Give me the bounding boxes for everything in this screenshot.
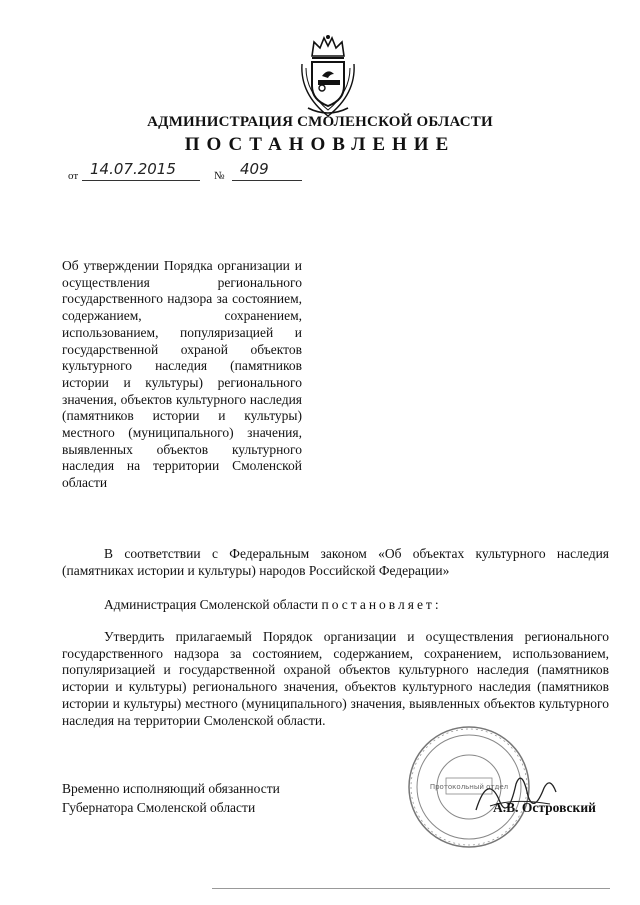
date-label: от bbox=[68, 170, 79, 182]
organization-name: АДМИНИСТРАЦИЯ СМОЛЕНСКОЙ ОБЛАСТИ bbox=[147, 114, 493, 130]
bottom-divider bbox=[212, 888, 610, 889]
document-type-heading: ПОСТАНОВЛЕНИЕ bbox=[184, 134, 456, 155]
signer-position-line-1: Временно исполняющий обязанности bbox=[62, 781, 280, 796]
decree-subject: Об утверждении Порядка организации и осуществления регионального государственного надзора за состоянием, содержанием, сохранением, использованием, популяризацией и государственной охраной объектов культурного наследия (памятников истории и культуры) регионального значения, объектов культурного наследия (памятников истории и культуры) местного (муниципального) значения, выявленных объектов культурного наследия на территории Смоленской области bbox=[62, 258, 302, 491]
coat-of-arms-emblem bbox=[298, 34, 358, 120]
date-value-handwritten: 14.07.2015 bbox=[90, 160, 176, 178]
signer-position-line-2: Губернатора Смоленской области bbox=[62, 800, 256, 815]
resolution-paragraph bbox=[62, 597, 609, 614]
resolution-subject: Администрация Смоленской области bbox=[104, 597, 319, 612]
preamble-paragraph: В соответствии с Федеральным законом «Об объектах культурного наследия (памятниках истории и культуры) народов Российской Федерации» bbox=[62, 546, 609, 578]
signer-name: А.В. Островский bbox=[493, 800, 596, 815]
stamp-text: Протокольный отдел bbox=[429, 783, 509, 791]
number-label: № bbox=[214, 170, 225, 182]
number-value-handwritten: 409 bbox=[240, 160, 269, 178]
approval-paragraph: Утвердить прилагаемый Порядок организации и осуществления регионального государственного надзора за состоянием, содержанием, сохранением, использованием, популяризацией и государственной охраной объектов культурного наследия (памятников истории и культуры) регионального значения, объектов культурного наследия (памятников истории и культуры) местного (муниципального) значения, выявленных объектов культурного наследия на территории Смоленской области. bbox=[62, 629, 609, 728]
resolution-verb: постановляет: bbox=[321, 597, 442, 612]
